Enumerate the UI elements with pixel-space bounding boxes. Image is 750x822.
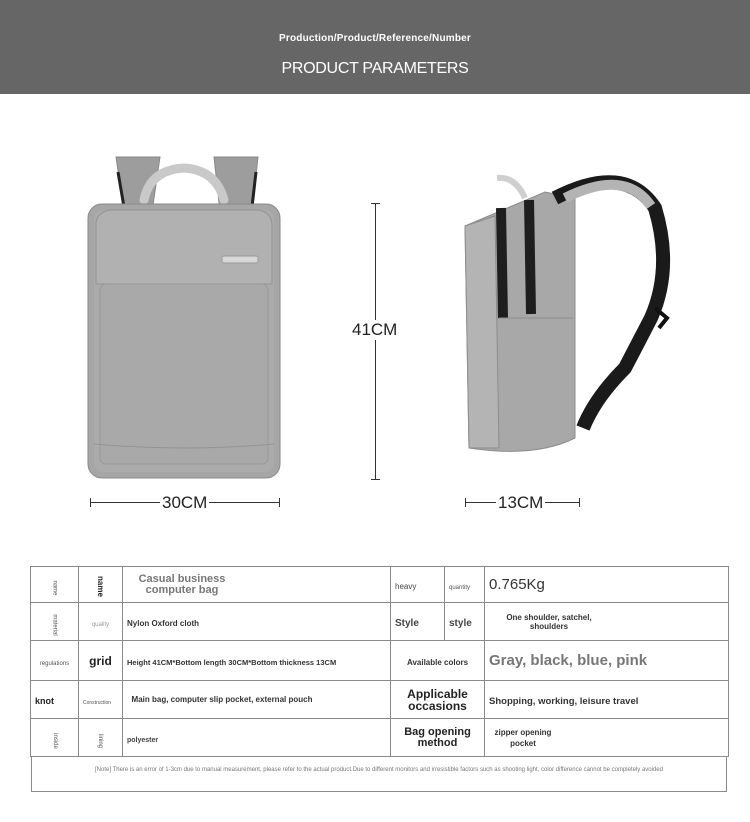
backpack-side-image xyxy=(455,168,675,468)
height-label: 41CM xyxy=(352,320,398,339)
occasions-value: Shopping, working, leisure travel xyxy=(489,695,639,707)
header-subtitle: Production/Product/Reference/Number xyxy=(278,33,472,44)
weight-label-b: quantity xyxy=(449,584,471,591)
depth-label: 13CM xyxy=(498,493,544,512)
spec-value: Height 41CM*Bottom length 30CM*Bottom thickness 13CM xyxy=(127,657,337,667)
backpack-front-image xyxy=(80,152,290,482)
material-label-a: material xyxy=(51,613,58,636)
table-row xyxy=(31,641,729,681)
lining-value: polyester xyxy=(127,736,159,744)
opening-value: zipper opening pocket xyxy=(494,727,552,748)
height-ruler xyxy=(375,203,376,480)
style-value: One shoulder, satchel, shoulders xyxy=(506,612,592,631)
name-value: Casual business computer bag xyxy=(138,572,226,596)
header-banner xyxy=(0,0,750,94)
style-label-b: style xyxy=(449,617,472,629)
measurement-note: [Note] There is an error of 1-3cm due to manual measurement, please refer to the actual product.Due to different monitors and irresistible factors such as shooting light, color difference cannot be completely avoided xyxy=(31,756,727,792)
material-value: Nylon Oxford cloth xyxy=(127,618,199,628)
weight-value: 0.765Kg xyxy=(489,575,545,593)
header-title: PRODUCT PARAMETERS xyxy=(281,60,469,77)
opening-label: Bag opening method xyxy=(404,725,471,749)
lining-label-a: inside xyxy=(51,732,58,749)
spec-label-a: regulations xyxy=(39,660,70,667)
name-label-b: name xyxy=(96,575,105,597)
table-row xyxy=(31,567,729,603)
lining-label-b: lining xyxy=(97,733,104,748)
width-label: 30CM xyxy=(162,493,208,512)
structure-value: Main bag, computer slip pocket, external pouch xyxy=(131,694,313,704)
table-row xyxy=(31,603,729,641)
structure-label-a: knot xyxy=(35,695,54,706)
colors-value: Gray, black, blue, pink xyxy=(489,651,648,669)
occasions-label: Applicable occasions xyxy=(407,686,468,713)
weight-label: heavy xyxy=(395,581,417,591)
material-label-b: quality xyxy=(91,621,110,628)
spec-table xyxy=(30,566,729,757)
style-label-a: Style xyxy=(395,617,419,629)
structure-label-b: Construction xyxy=(83,699,112,706)
product-images xyxy=(0,94,750,554)
spec-label-b: grid xyxy=(89,653,112,668)
table-row xyxy=(31,681,729,719)
colors-label: Available colors xyxy=(406,657,469,667)
name-label-a: name xyxy=(51,579,58,596)
table-row xyxy=(31,719,729,757)
